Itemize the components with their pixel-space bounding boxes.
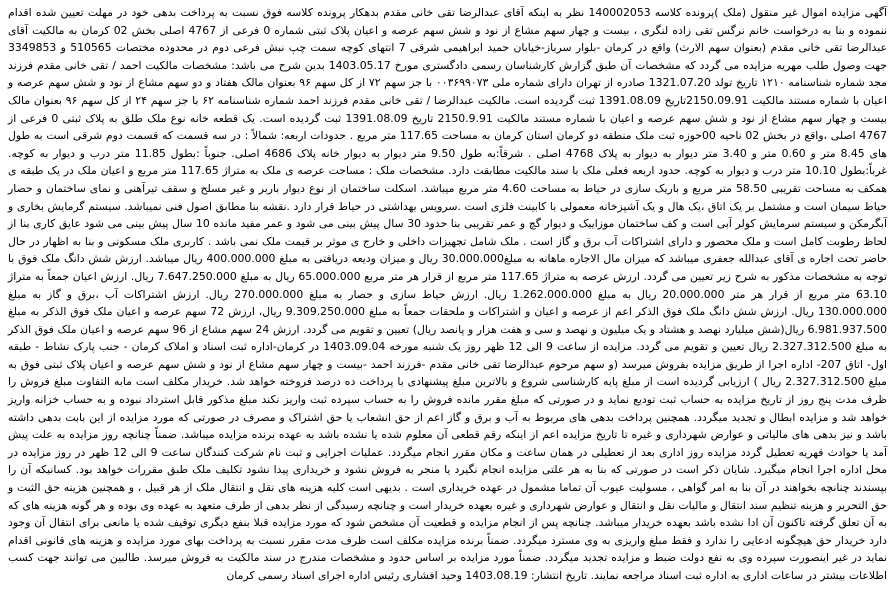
auction-notice-body: آگهی مزایده اموال غیر منقول (ملک )پرونده کلاسه 140002053 نظر به اینکه آقای عبدالرضا تقی خانی مقدم بدهکار پرونده کلاسه فوق نسبت به پرداخت بدهی خود در مهلت تعیین شده اقدام ننموده و بنا به درخواست خانم نرگس تقی زاده لنگری ، بیست و چهار سهم مشاع از نود و شش سهم عرصه و اعیان پلاک ثبتی شماره 0 فرعی از 4767 اصلی بخش 02 کرمان به مالکیت آقای عبدالرضا تقی خانی مقدم (بعنوان سهم الارث) واقع در کرمان -بلوار سرباز-خیابان حمید ابراهیمی شرقی 7 انتهای کوچه سمت چپ نبش فرعی دوم در محدوده مختصات 510565 و 3349853 جهت وصول طلب مهریه مزایده می گردد که مشخصات آن طبق گزارش کارشناسان رسمی دادگستری مورخ 1403.05.17 بدین شرح می باشد: مشخصات مالکیت احمد / تقی خانی مقدم فرزند مجد شماره شناسنامه ۱۲۱۰ تاریخ تولد 1321.07.20 صادره از تهران دارای شماره ملی ۰۰۳۶۹۹۰۷۳ با جز سهم ۷۲ از کل سهم ۹۶ بعنوان مالک هفتاد و دو سهم مشاع از نود و شش سهم عرصه و اعیان با شماره مستند مالکیت 2150.09.91تاریخ 1391.08.09 ثبت گردیده است. مالکیت عبدالرضا / تقی خانی مقدم فرزند احمد شماره شناسنامه ۶۲ با جز سهم ۲۴ از کل سهم ۹۶ بعنوان مالک بیست و چهار سهم مشاع از نود و شش سهم عرصه و اعیان با شماره مستند مالکیت 2150.9.91 تاریخ 1391.08.09 ثبت گردیده است. یک قطعه خانه نوع ملک طلق به پلاک ثبتی 0 فرعی از 4767 اصلی ،واقع در بخش 02 ناحیه 00حوزه ثبت ملک منطقه دو کرمان استان کرمان به مساحت 117.65 متر مربع . حدودات اربعه: شمالاً : در سه قسمت که قسمت دوم شرقی است به طول های 8.45 متر و 0.60 متر و 3.40 متر دیوار به دیوار به پلاک 4768 اصلی . شرقاً:به طول 9.50 متر دیوار به دیوار خانه پلاک 4686 اصلی. جنوباً :بطول 11.85 متر درب و دیوار به کوچه. غرباً:بطول 10.10 متر درب و دیوار به کوچه. حدود اربعه فعلی ملک با سند مالکیت مطابقت دارد. مشخصات ملک : مساحت عرصه ی ملک به متراژ 117.65 متر مربع و اعیان ملک در یک طبقه ی همکف به مساحت تقریبی 58.50 متر مربع و باریک سازی در حیاط به مساحت 4.60 متر مربع میباشد. اسکلت ساختمان از نوع دیوار باربر و غیر مسلح و سقف تیرآهنی و نمای ساختمان و حصار حیاط سیمان است و مشتمل بر یک اتاق ،یک هال و یک آشپزخانه معمولی با کابینت فلزی است .سرویس بهداشتی در حیاط قرار دارد .نقشه بنا مطابق اصول فنی نمیباشد. سیستم گرمایش بخاری و آبگرمکن و سیستم سرمایش کولر آبی است و کف ساختمان موزاییک و دیوار گچ و عمر تقریبی بنا حدود 30 سال پیش بینی می شود و عمر مفید مانده 10 سال پیش بینی می شود عایق کاری بنا از لحاظ رطوبت کامل است و ملک محصور و دارای اشتراکات آب برق و گاز است . ملک شامل تجهیزات داخلی و خارج ی موثر بر قیمت ملک نمی باشد . کاربری ملک مسکونی و بنا به اظهار در حال حاضر تحت اجاره ی آقای عبدالله جعفری میباشد که میزان مال الاجاره ماهانه به مبلغ30.000.000 ریال و میزان ودیعه دریافتی به مبلغ 400.000.000 ریال میباشد. ارزش شش دانگ ملک فوق با توجه به مشخصات مذکور به شرح زیر تعیین می گردد. ارزش عرصه به متراژ 117.65 متر مربع از قرار هر متر مربع 65.000.000 ریال به مبلغ 7.647.250.000 ریال. ارزش اعیان جمعاً به متراژ 63.10 متر مربع از قرار هر متر 20.000.000 ریال به مبلغ 1.262.000.000 ریال. ارزش حیاط سازی و حصار به مبلغ 270.000.000 ریال. ارزش اشتراکات آب ،برق و گاز به مبلغ 130.000.000 ریال. ارزش شش دانگ ملک فوق الذکر اعم از عرصه و اعیان و اشتراکات و ملحقات جمعاً به مبلغ 9.309.250.000 ریال، ارزش 72 سهم عرصه و اعیان ملک فوق الذکر به مبلغ 6.981.937.500 ریال(شش میلیارد نهصد و هشتاد و یک میلیون و نهصد و سی و هفت هزار و پانصد ریال) تعیین و تقویم می گردد. ارزش 24 سهم مشاع از 96 سهم عرصه و اعیان ملک فوق الذکر به مبلغ 2.327.312.500 ریال تعیین و تقویم می گردد. مزایده از ساعت 9 الی 12 ظهر روز یک شنبه مورخه 1403.09.04 در کرمان-اداره ثبت اسناد و املاک کرمان - جنب پارک نشاط - طبقه اول- اتاق 207- اداره اجرا از طریق مزایده بفروش میرسد (و سهم مرحوم عبدالرضا تقی خانی مقدم -فرزند احمد -بیست و چهار سهم مشاع از نود و شش سهم عرصه و اعیان پلاک ثبتی فوق به مبلغ 2.327.312.500 ریال ) ارزیابی گردیده است از مبلغ پایه کارشناسی شروع و بالاترین مبلغ پیشنهادی با پرداخت ده درصد فروخته خواهد شد. خریدار مکلف است مابه التفاوت مبلغ فروش را ظرف مدت پنج روز از تاریخ مزایده به حساب ثبت تودیع نماید و در صورتی که مبلغ مقرر مانده فروش را به حساب سپرده ثبت واریز نکند مبلغ مذکور قابل استرداد نبوده و به حساب خزانه واریز خواهد شد و مزایده ابطال و تجدید میگردد. همچنین پرداخت بدهی های مربوط به آب و برق و گاز اعم از حق انشعاب یا حق اشتراک و مصرف در صورتی که مورد مزایده از این بابت بدهی داشته باشد و نیز بدهی های مالیاتی و عوارض شهرداری و غیره تا تاریخ مزایده اعم از اینکه رقم قطعی آن معلوم شده یا نشده باشد به عهده برنده مزایده میباشد. ضمناً چنانچه روز مزایده به علت پیش آمد یا حوادث قهریه تعطیل گردد مزایده روز اداری بعد از تعطیلی در همان ساعت و مکان مقرر انجام میگردد. عملیات اجرایی و ثبت نام شرکت کنندگان ساعت 9 الی 12 ظهر در روز مزایده در محل اداره اجرا انجام میگیرد. شایان ذکر است در صورتی که بنا به هر علتی مزایده انجام نگیرد یا منجر به فروش نشود و خریداری پیدا نشود تکلیف ملک طبق مقررات خواهد بود. کسانیکه آن را بپسندند چنانچه بخواهند در آن بنا به امر گواهی ، مسولیت عیوب آن تماما مشمول در عهده خریداری است . بدیهی است کلیه هزینه های نقل و انتقال ملک از هر قبیل ، و همچنین هزینه حق الثبت و حق التحریر و هزینه تنظیم سند انتقال و مالیات نقل و انتقال و عوارض شهرداری و غیره بعهده خریدار است و چنانچه رسیدگی از نظر بدهی از طرف متعهد به عهده وی بوده و هر گونه هزینه های که به آن تعلق گرفته تاکنون آن ادا نشده باشد بعهده خریدار میباشد. چنانچه پس از انجام مزایده و قطعیت آن مشخص شود که مورد مزایده قبلا بنفع دیگری توقیف شده یا مانعی برای انتقال آن وجود دارد خریدار حق هیچگونه ادعایی را ندارد و فقط مبلغ واریزی به وی مسترد میگردد. ضمناً برنده مزایده مکلف است ظرف مدت مقرر نسبت به پرداخت بهای مورد مزایده و هزینه های قانونی اقدام نماید در غیر اینصورت سپرده وی به نفع دولت ضبط و مزایده تجدید میگردد. ضمناً مورد مزایده بر اساس حدود و مشخصات مندرج در سند مالکیت به فروش میرسد. طالبین می توانند جهت کسب اطلاعات بیشتر در ساعات اداری به اداره ثبت اسناد مراجعه نمایند. تاریخ انتشار: 1403.08.19 وحید افشاری رئیس اداره اجرای اسناد رسمی کرمان <box>8 6 888 582</box>
